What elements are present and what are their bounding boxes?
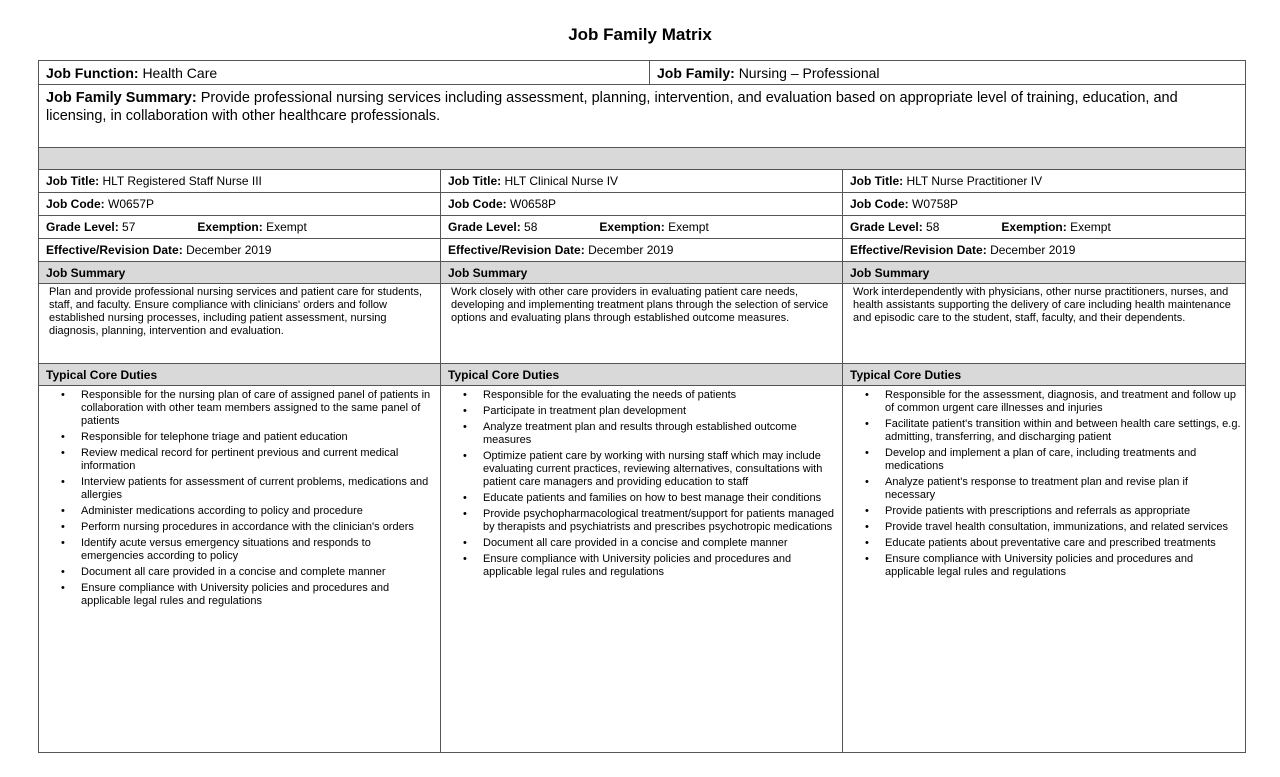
date-cell bbox=[843, 239, 1246, 262]
job-code-cell bbox=[39, 193, 441, 216]
duties-list bbox=[847, 389, 1241, 579]
duties-header: Typical Core Duties bbox=[843, 364, 1246, 386]
job-code-value: W0658P bbox=[510, 197, 557, 211]
job-function-value: Health Care bbox=[142, 64, 218, 81]
page-title: Job Family Matrix bbox=[568, 25, 712, 44]
grade-value: 58 bbox=[926, 220, 940, 234]
list-item: • Analyze treatment plan and results through established outcome measures bbox=[483, 421, 838, 447]
job-code-label: Job Code: bbox=[448, 197, 507, 211]
list-item: • Provide patients with prescriptions and referrals as appropriate bbox=[885, 505, 1241, 518]
exemption-label: Exemption: bbox=[197, 220, 263, 234]
list-item: • Provide travel health consultation, immunizations, and related services bbox=[885, 521, 1241, 534]
list-item: • Educate patients about preventative care and prescribed treatments bbox=[885, 537, 1241, 550]
job-title-value: HLT Registered Staff Nurse III bbox=[102, 174, 262, 188]
duties-list bbox=[445, 389, 838, 579]
list-item: • Analyze patient's response to treatment plan and revise plan if necessary bbox=[885, 476, 1241, 502]
job-code-cell bbox=[441, 193, 843, 216]
exemption-value: Exempt bbox=[1070, 220, 1111, 234]
job-matrix-table bbox=[38, 60, 1246, 753]
list-item: • Interview patients for assessment of current problems, medications and allergies bbox=[81, 476, 436, 502]
list-item: • Facilitate patient's transition within and between health care settings, e.g. admitting, transferring, and discharging patient bbox=[885, 418, 1241, 444]
job-summary-header: Job Summary bbox=[39, 262, 441, 284]
exemption-value: Exempt bbox=[266, 220, 307, 234]
list-item: • Identify acute versus emergency situations and responds to emergencies according to policy bbox=[81, 537, 436, 563]
list-item: • Educate patients and families on how to best manage their conditions bbox=[483, 492, 838, 505]
job-code-label: Job Code: bbox=[46, 197, 105, 211]
job-summary-text: Work interdependently with physicians, other nurse practitioners, nurses, and health assistants supporting the delivery of care including health maintenance and episodic care to the student, staff, faculty, and their dependents. bbox=[843, 284, 1246, 364]
grade-value: 58 bbox=[524, 220, 538, 234]
job-function-label: Job Function: bbox=[46, 64, 139, 81]
grade-label: Grade Level: bbox=[448, 220, 521, 234]
duties-header: Typical Core Duties bbox=[441, 364, 843, 386]
list-item: • Ensure compliance with University policies and procedures and applicable legal rules and regulations bbox=[483, 553, 838, 579]
list-item: • Document all care provided in a concise and complete manner bbox=[483, 537, 838, 550]
date-cell bbox=[441, 239, 843, 262]
job-summary-text: Work closely with other care providers in evaluating patient care needs, developing and implementing treatment plans through the selection of service options and evaluating plans through established outcome measures. bbox=[441, 284, 843, 364]
job-family-label: Job Family: bbox=[657, 64, 735, 81]
grade-label: Grade Level: bbox=[850, 220, 923, 234]
job-title-label: Job Title: bbox=[46, 174, 100, 188]
list-item: • Responsible for the assessment, diagnosis, and treatment and follow up of common urgent care illnesses and injuries bbox=[885, 389, 1241, 415]
exemption-value: Exempt bbox=[668, 220, 709, 234]
list-item: • Document all care provided in a concise and complete manner bbox=[81, 566, 436, 579]
duties-cell bbox=[441, 386, 843, 753]
job-family-summary bbox=[39, 85, 1246, 148]
job-summary-text: Plan and provide professional nursing services and patient care for students, staff, and faculty. Ensure compliance with clinicians' orders and follow established nursing processes, including patient assessment, nursing diagnosis, planning, intervention and evaluation. bbox=[39, 284, 441, 364]
grade-label: Grade Level: bbox=[46, 220, 119, 234]
list-item: • Responsible for the evaluating the needs of patients bbox=[483, 389, 838, 402]
job-code-value: W0657P bbox=[108, 197, 155, 211]
date-value: December 2019 bbox=[990, 243, 1076, 257]
job-title-value: HLT Nurse Practitioner IV bbox=[906, 174, 1043, 188]
job-summary-header: Job Summary bbox=[843, 262, 1246, 284]
date-label: Effective/Revision Date: bbox=[850, 243, 987, 257]
separator-bar bbox=[39, 148, 1246, 170]
duties-list bbox=[43, 389, 436, 608]
list-item: • Ensure compliance with University policies and procedures and applicable legal rules and regulations bbox=[81, 582, 436, 608]
job-title-value: HLT Clinical Nurse IV bbox=[504, 174, 619, 188]
list-item: • Review medical record for pertinent previous and current medical information bbox=[81, 447, 436, 473]
grade-cell bbox=[441, 216, 843, 239]
date-cell bbox=[39, 239, 441, 262]
job-title-cell bbox=[441, 170, 843, 193]
date-value: December 2019 bbox=[186, 243, 272, 257]
summary-label: Job Family Summary: bbox=[46, 90, 197, 106]
summary-text: Provide professional nursing services including assessment, planning, intervention, and evaluation based on appropriate level of training, education, and licensing, in collaboration with other healthcare professionals. bbox=[46, 90, 1178, 124]
list-item: • Optimize patient care by working with nursing staff which may include evaluating current practices, reviewing alternatives, consultations with patient care managers and providing education to staff bbox=[483, 450, 838, 489]
date-label: Effective/Revision Date: bbox=[448, 243, 585, 257]
job-code-label: Job Code: bbox=[850, 197, 909, 211]
job-code-cell bbox=[843, 193, 1246, 216]
exemption-label: Exemption: bbox=[599, 220, 665, 234]
list-item: • Perform nursing procedures in accordance with the clinician's orders bbox=[81, 521, 436, 534]
grade-value: 57 bbox=[122, 220, 136, 234]
list-item: • Participate in treatment plan development bbox=[483, 405, 838, 418]
date-value: December 2019 bbox=[588, 243, 674, 257]
job-family-value: Nursing – Professional bbox=[738, 64, 880, 81]
list-item: • Responsible for the nursing plan of care of assigned panel of patients in collaboration with other team members assigned to the same panel of patients bbox=[81, 389, 436, 428]
duties-cell bbox=[843, 386, 1246, 753]
job-title-cell bbox=[843, 170, 1246, 193]
list-item: • Administer medications according to policy and procedure bbox=[81, 505, 436, 518]
job-title-label: Job Title: bbox=[448, 174, 502, 188]
job-family bbox=[650, 65, 887, 81]
grade-cell bbox=[843, 216, 1246, 239]
duties-header: Typical Core Duties bbox=[39, 364, 441, 386]
list-item: • Develop and implement a plan of care, including treatments and medications bbox=[885, 447, 1241, 473]
list-item: • Ensure compliance with University policies and procedures and applicable legal rules and regulations bbox=[885, 553, 1241, 579]
grade-cell bbox=[39, 216, 441, 239]
exemption-label: Exemption: bbox=[1001, 220, 1067, 234]
job-summary-header: Job Summary bbox=[441, 262, 843, 284]
duties-cell bbox=[39, 386, 441, 753]
job-function bbox=[39, 61, 650, 84]
date-label: Effective/Revision Date: bbox=[46, 243, 183, 257]
list-item: • Provide psychopharmacological treatment/support for patients managed by therapists and psychiatrists and prescribes psychotropic medications bbox=[483, 508, 838, 534]
job-code-value: W0758P bbox=[912, 197, 959, 211]
list-item: • Responsible for telephone triage and patient education bbox=[81, 431, 436, 444]
job-title-label: Job Title: bbox=[850, 174, 904, 188]
job-title-cell bbox=[39, 170, 441, 193]
